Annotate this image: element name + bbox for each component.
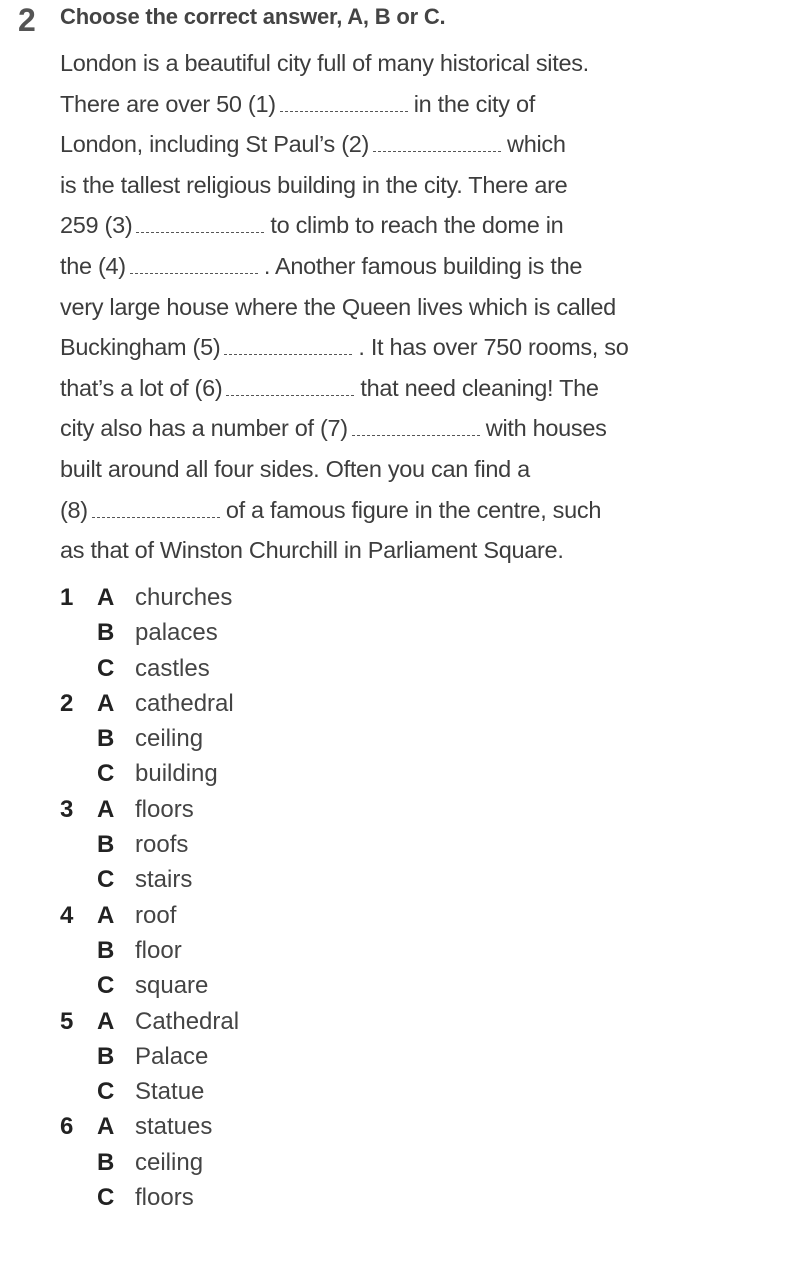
option-letter: A <box>97 901 115 929</box>
option-letter: B <box>97 1148 115 1176</box>
option-letter: C <box>97 760 115 788</box>
option-letter: C <box>97 654 115 682</box>
option-text: floors <box>135 795 194 823</box>
option-letter: B <box>97 831 115 859</box>
option-letter: A <box>97 795 115 823</box>
question-number: 3 <box>60 795 74 823</box>
passage-line <box>60 327 790 368</box>
passage-text: Buckingham (5) <box>60 334 221 361</box>
passage-text: (8) <box>60 496 88 523</box>
passage-line <box>60 205 790 246</box>
passage-line <box>60 84 790 125</box>
passage <box>60 43 790 571</box>
passage-line <box>60 530 790 571</box>
passage-text: . It has over 750 rooms, so <box>358 334 629 361</box>
passage-text: city also has a number of (7) <box>60 415 348 442</box>
option-letter: B <box>97 936 115 964</box>
option-text: stairs <box>135 866 193 894</box>
option-text: Statue <box>135 1078 205 1106</box>
answer-blank[interactable] <box>130 272 258 274</box>
answer-blank[interactable] <box>352 434 480 436</box>
option-letter: C <box>97 972 115 1000</box>
option-letter: A <box>97 584 115 611</box>
passage-text: London is a beautiful city full of many historical sites. <box>60 50 589 76</box>
passage-text: which <box>507 131 566 158</box>
passage-line <box>60 490 790 531</box>
passage-text: is the tallest religious building in the city. There are <box>60 171 568 198</box>
answer-blank[interactable] <box>226 394 354 396</box>
option-text: Palace <box>135 1042 209 1070</box>
option-letter: B <box>97 725 115 753</box>
option-letter: A <box>97 1113 115 1141</box>
option-text: cathedral <box>135 689 234 717</box>
passage-text: with houses <box>485 415 607 442</box>
option-text: roof <box>135 901 177 929</box>
exercise-number: 2 <box>18 2 36 38</box>
passage-text: to climb to reach the dome in <box>270 212 564 239</box>
option-text: castles <box>135 654 210 682</box>
passage-line <box>60 368 790 409</box>
option-text: Cathedral <box>135 1007 240 1035</box>
passage-line <box>60 449 790 490</box>
option-letter: C <box>97 866 115 894</box>
passage-text: built around all four sides. Often you can find a <box>60 455 530 482</box>
option-letter: B <box>97 1042 115 1070</box>
option-letter: A <box>97 689 115 717</box>
passage-text: of a famous figure in the centre, such <box>225 496 602 523</box>
answer-blank[interactable] <box>92 516 220 518</box>
answer-blank[interactable] <box>224 353 352 355</box>
passage-line <box>60 287 790 328</box>
option-text: ceiling <box>135 1148 204 1176</box>
passage-line <box>60 165 790 206</box>
answer-blank[interactable] <box>136 231 264 233</box>
passage-line <box>60 124 790 165</box>
option-text: ceiling <box>135 725 204 753</box>
option-text: building <box>135 760 218 788</box>
option-text: palaces <box>135 619 218 647</box>
option-letter: C <box>97 1078 115 1106</box>
answer-blank[interactable] <box>373 150 501 152</box>
option-text: square <box>135 972 209 1000</box>
option-text: roofs <box>135 831 189 859</box>
passage-text: the (4) <box>60 252 126 279</box>
passage-line <box>60 408 790 449</box>
question-number: 2 <box>60 689 74 717</box>
passage-line <box>60 246 790 287</box>
question-number: 4 <box>60 901 74 929</box>
passage-text: in the city of <box>413 90 535 117</box>
question-number: 1 <box>60 584 74 611</box>
passage-text: that need cleaning! The <box>360 374 599 401</box>
passage-text: London, including St Paul’s (2) <box>60 131 370 158</box>
answer-blank[interactable] <box>280 110 408 112</box>
option-text: churches <box>135 584 233 611</box>
option-text: floor <box>135 936 182 964</box>
passage-text: as that of Winston Churchill in Parliament Square. <box>60 537 564 564</box>
option-letter: C <box>97 1184 115 1212</box>
option-text: floors <box>135 1184 194 1212</box>
exercise-instruction: Choose the correct answer, A, B or C. <box>60 4 446 29</box>
question-number: 6 <box>60 1113 74 1141</box>
question-number: 5 <box>60 1007 74 1035</box>
passage-line <box>60 43 790 84</box>
option-letter: B <box>97 619 115 647</box>
option-text: statues <box>135 1113 213 1141</box>
passage-text: very large house where the Queen lives which is called <box>60 293 616 320</box>
passage-text: that’s a lot of (6) <box>60 374 223 401</box>
option-letter: A <box>97 1007 115 1035</box>
passage-text: 259 (3) <box>60 212 133 239</box>
passage-text: . Another famous building is the <box>263 252 583 279</box>
passage-text: There are over 50 (1) <box>60 90 276 117</box>
